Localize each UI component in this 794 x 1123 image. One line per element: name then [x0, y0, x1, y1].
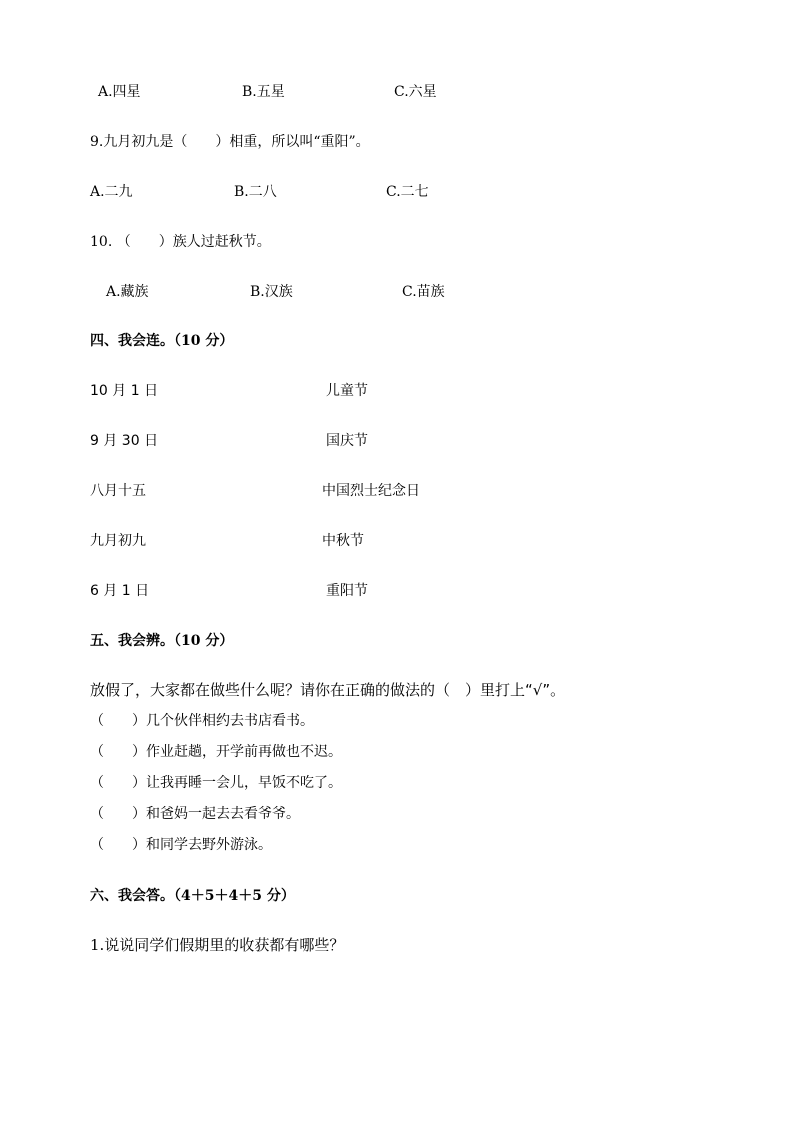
- judge-item-4: （ ）和爸妈一起去去看爷爷。: [90, 806, 300, 822]
- match-left-2: 9 月 30 日: [90, 433, 159, 449]
- judge-item-2: （ ）作业赶趟，开学前再做也不迟。: [90, 744, 342, 760]
- q10-question: 10. （ ）族人过赶秋节。: [90, 234, 271, 250]
- q8-options-row: [0, 82, 794, 102]
- q8-option-c: C.六星: [394, 84, 437, 100]
- match-left-3: 八月十五: [90, 483, 146, 499]
- judge-item-1: （ ）几个伙伴相约去书店看书。: [90, 713, 314, 729]
- q10-option-b: B.汉族: [250, 284, 293, 300]
- section5-intro: 放假了，大家都在做些什么呢？请你在正确的做法的（ ）里打上“√”。: [90, 681, 566, 699]
- match-right-4: 中秋节: [322, 533, 364, 549]
- q8-option-a: A.四星: [98, 84, 141, 100]
- section6-heading: 六、我会答。（4＋5＋4＋5 分）: [90, 888, 295, 904]
- section4-heading: 四、我会连。（10 分）: [90, 333, 234, 349]
- match-right-3: 中国烈士纪念日: [322, 483, 420, 499]
- match-right-5: 重阳节: [326, 583, 368, 599]
- section5-heading: 五、我会辨。（10 分）: [90, 633, 234, 649]
- match-right-2: 国庆节: [326, 433, 368, 449]
- q10-options-row: [0, 282, 794, 302]
- match-left-4: 九月初九: [90, 533, 146, 549]
- match-right-1: 儿童节: [326, 383, 368, 399]
- q9-option-a: A.二九: [90, 184, 133, 200]
- match-left-5: 6 月 1 日: [90, 583, 150, 599]
- judge-item-3: （ ）让我再睡一会儿，早饭不吃了。: [90, 775, 342, 791]
- q9-options-row: [0, 182, 794, 202]
- q8-option-b: B.五星: [242, 84, 285, 100]
- q10-option-a: A.藏族: [106, 284, 149, 300]
- section6-question-1: 1.说说同学们假期里的收获都有哪些？: [90, 936, 345, 954]
- judge-item-5: （ ）和同学去野外游泳。: [90, 837, 272, 853]
- q9-question: 9.九月初九是（ ）相重，所以叫“重阳”。: [90, 134, 370, 150]
- q9-option-c: C.二七: [386, 184, 429, 200]
- q10-option-c: C.苗族: [402, 284, 445, 300]
- q9-option-b: B.二八: [234, 184, 277, 200]
- match-left-1: 10 月 1 日: [90, 383, 159, 399]
